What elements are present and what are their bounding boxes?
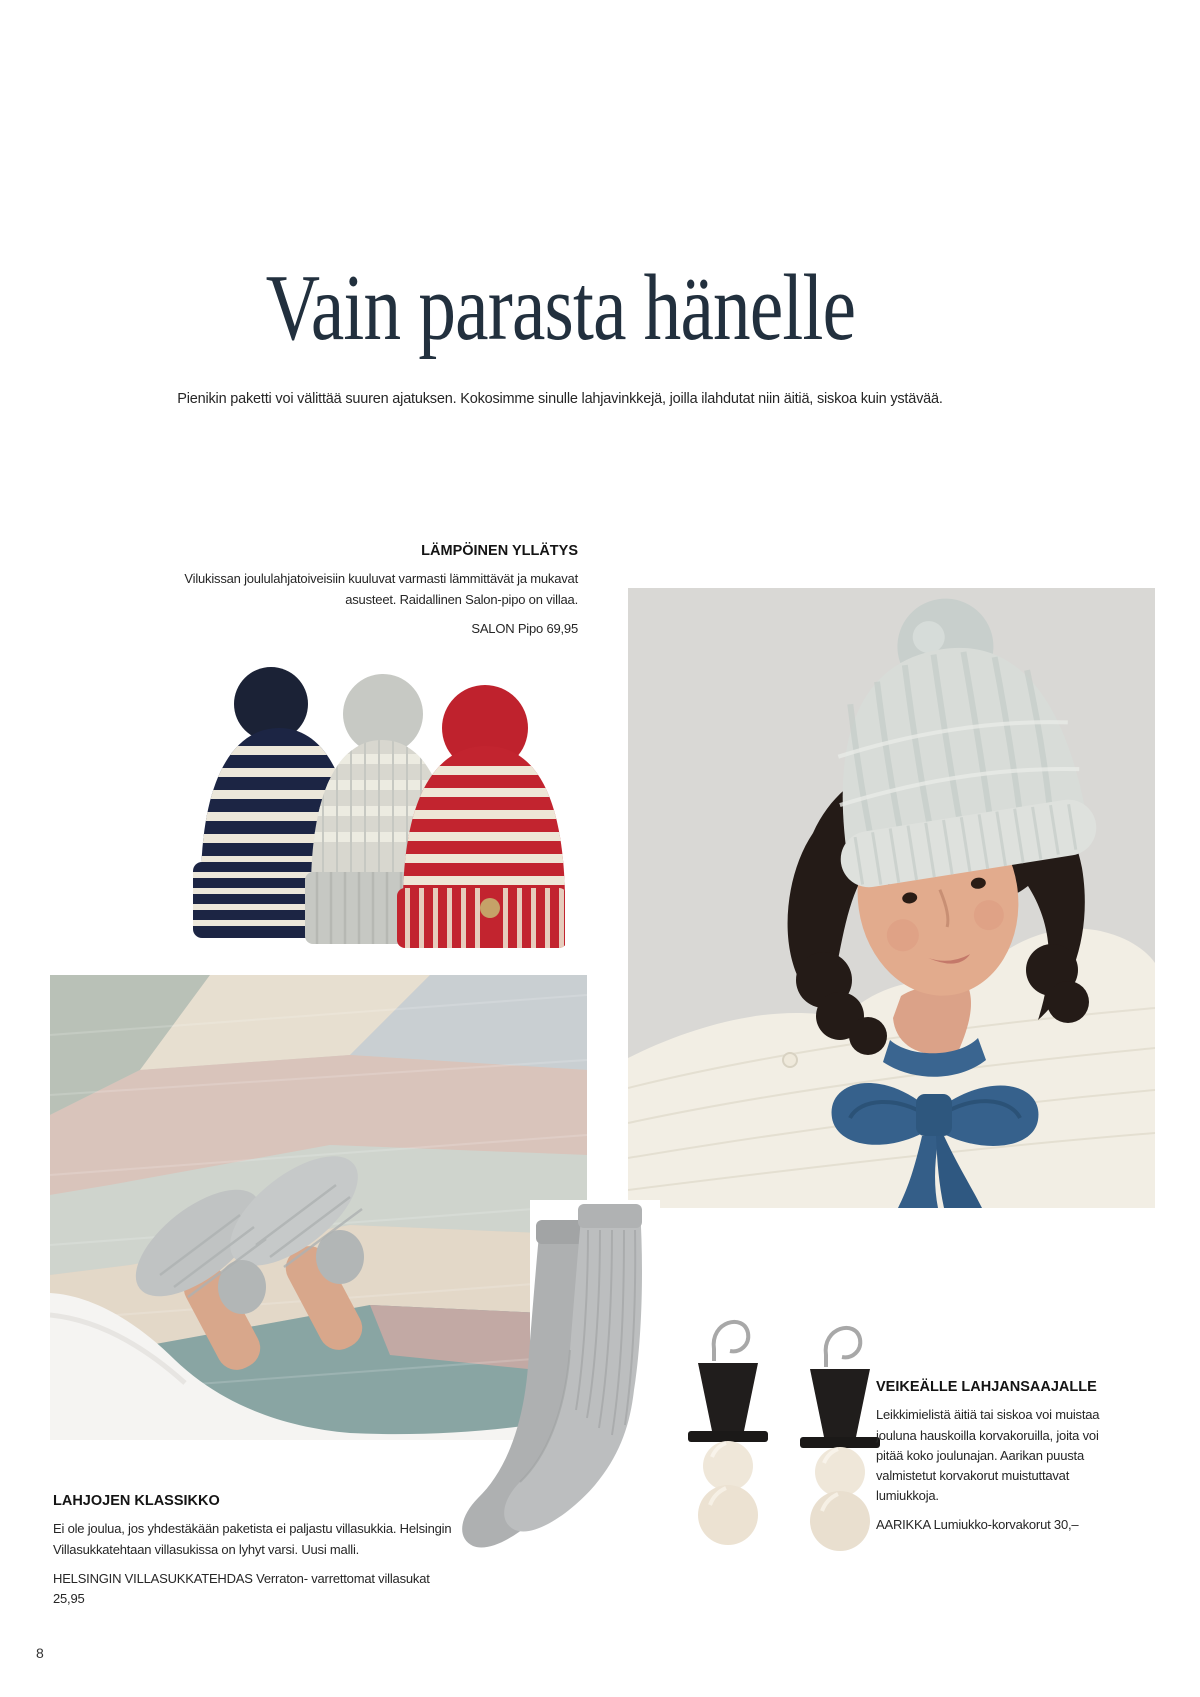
page-title-text: Vain parasta hänelle: [265, 255, 855, 360]
page-number: 8: [36, 1645, 44, 1661]
earrings-illustration: [660, 1305, 880, 1555]
section-gift-classic: [53, 1490, 473, 1609]
section-heading-warm: LÄMPÖINEN YLLÄTYS: [421, 543, 578, 559]
section-heading-playful: VEIKEÄLLE LAHJANSAAJALLE: [876, 1379, 1097, 1395]
model-photo: [628, 588, 1155, 1208]
section-playful-gift: [876, 1376, 1108, 1535]
section-body-classic: Ei ole joulua, jos yhdestäkään paketista ei paljastu villasukkia. Helsingin Villasukkatehtaan villasukissa on lyhyt varsi. Uusi malli.: [53, 1521, 452, 1557]
section-body-playful: Leikkimielistä äitiä tai siskoa voi muistaa jouluna hauskoilla korvakoruilla, joita voi pitää koko joulunajan. Aarikan puusta valmistetut korvakorut muistuttavat lumiukkoja.: [876, 1407, 1100, 1504]
product-line-aarikka: AARIKKA Lumiukko-korvakorut 30,–: [876, 1517, 1079, 1533]
product-price-villasukat: 25,95: [53, 1590, 85, 1606]
product-line-villasukkatehdas: HELSINGIN VILLASUKKATEHDAS Verraton- varrettomat villasukat: [53, 1570, 430, 1586]
sweater-button: [783, 1053, 797, 1067]
earring-right: [800, 1328, 880, 1551]
earrings-product-photo: [660, 1305, 880, 1555]
beanies-illustration: [185, 650, 565, 950]
beanies-product-photo: [185, 650, 565, 950]
section-heading-classic: LAHJOJEN KLASSIKKO: [53, 1493, 220, 1509]
earring-left: [688, 1322, 768, 1545]
beanie-logo-patch: [480, 898, 500, 918]
intro-text: Pienikin paketti voi välittää suuren ajatuksen. Kokosimme sinulle lahjavinkkejä, joilla ilahdutat niin äitiä, siskoa kuin ystävää.: [177, 390, 943, 407]
section-body-warm: Vilukissan joululahjatoiveisiin kuuluvat varmasti lämmittävät ja mukavat asusteet. Raidallinen Salon-pipo on villaa.: [184, 571, 578, 607]
socks-illustration: [460, 1200, 660, 1570]
socks-product-photo: [460, 1200, 660, 1570]
model-illustration: [628, 588, 1155, 1208]
product-line-salon-pipo: SALON Pipo 69,95: [471, 620, 578, 636]
section-warm-surprise: [158, 540, 578, 639]
page-title: [0, 255, 1120, 360]
